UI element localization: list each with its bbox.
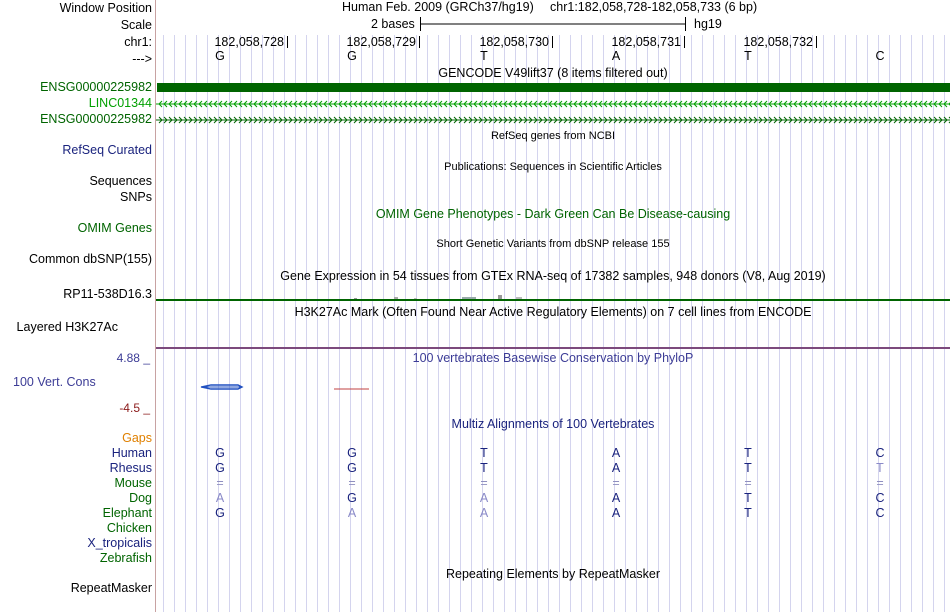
multiz-base: C (875, 446, 885, 460)
h3k27ac-track-label[interactable]: Layered H3K27Ac (16, 320, 118, 334)
h3k27ac-signal-line[interactable] (156, 347, 950, 349)
ruler-position-label: 182,058,728 (214, 35, 284, 49)
multiz-base: = (348, 476, 356, 490)
strand-label[interactable]: ---> (132, 52, 152, 66)
multiz-species-x-tropicalis[interactable]: X_tropicalis (87, 536, 152, 550)
gencode-track-title: GENCODE V49lift37 (8 items filtered out) (438, 66, 668, 80)
multiz-base: T (480, 446, 488, 460)
position-text: chr1:182,058,728-182,058,733 (6 bp) (550, 0, 758, 14)
repeatmasker-track-label[interactable]: RepeatMasker (70, 581, 152, 595)
ruler-tick (552, 36, 553, 48)
sequences-track-label[interactable]: Sequences (89, 174, 152, 188)
multiz-species-mouse[interactable]: Mouse (114, 476, 152, 490)
multiz-species-human[interactable]: Human (111, 446, 152, 460)
ruler-base: C (875, 49, 885, 63)
ruler-base: G (215, 49, 225, 63)
multiz-base: A (611, 461, 621, 475)
ruler-position-label: 182,058,731 (611, 35, 681, 49)
window-position-label[interactable]: Window Position (59, 1, 152, 15)
omim-track-label[interactable]: OMIM Genes (77, 221, 152, 235)
multiz-base: = (612, 476, 620, 490)
multiz-base: G (347, 491, 357, 505)
phylop-signal[interactable] (156, 381, 950, 395)
multiz-base: G (347, 461, 357, 475)
multiz-base: A (611, 446, 621, 460)
multiz-base: A (479, 491, 489, 505)
gencode-item-3-label[interactable]: ENSG00000225982 (40, 112, 152, 126)
multiz-track-title: Multiz Alignments of 100 Vertebrates (451, 417, 655, 431)
multiz-base: G (215, 446, 225, 460)
dbsnp-track-label[interactable]: Common dbSNP(155) (29, 252, 152, 266)
ruler-position-label: 182,058,730 (479, 35, 549, 49)
refseq-track-title: RefSeq genes from NCBI (490, 130, 616, 142)
ruler-position-label: 182,058,732 (743, 35, 813, 49)
publications-track-title: Publications: Sequences in Scientific Articles (444, 161, 662, 173)
scale-label[interactable]: Scale (120, 18, 152, 32)
gencode-intron-line[interactable] (156, 115, 950, 125)
ruler-tick (419, 36, 420, 48)
multiz-base: C (875, 506, 885, 520)
multiz-species-zebrafish[interactable]: Zebrafish (99, 551, 152, 565)
multiz-base: T (480, 461, 488, 475)
multiz-base: = (480, 476, 488, 490)
lincrna-intron-line[interactable] (156, 99, 950, 109)
multiz-base: A (215, 491, 225, 505)
multiz-base: T (744, 446, 752, 460)
multiz-gaps-label[interactable]: Gaps (122, 431, 152, 445)
multiz-base: = (744, 476, 752, 490)
phylop-track-title: 100 vertebrates Basewise Conservation by PhyloP (412, 351, 694, 365)
ruler-position-label: 182,058,729 (346, 35, 416, 49)
multiz-base: G (347, 446, 357, 460)
gencode-exon-bar[interactable] (157, 83, 950, 92)
gencode-item-2-label[interactable]: LINC01344 (88, 96, 152, 110)
multiz-base: G (215, 461, 225, 475)
multiz-base: = (216, 476, 224, 490)
multiz-base: T (876, 461, 884, 475)
gtex-track-label[interactable]: RP11-538D16.3 (63, 287, 152, 301)
multiz-species-dog[interactable]: Dog (129, 491, 152, 505)
snps-track-label[interactable]: SNPs (120, 190, 152, 204)
multiz-base: = (876, 476, 884, 490)
ruler-tick (816, 36, 817, 48)
phylop-track-label[interactable]: 100 Vert. Cons (13, 375, 96, 389)
ruler-base: T (744, 49, 752, 63)
multiz-species-rhesus[interactable]: Rhesus (109, 461, 152, 475)
dbsnp-track-title: Short Genetic Variants from dbSNP release 155 (436, 238, 670, 250)
db-text: hg19 (694, 17, 722, 31)
gtex-expression-bars[interactable] (156, 294, 950, 302)
ruler-base: T (480, 49, 488, 63)
h3k27ac-track-title: H3K27Ac Mark (Often Found Near Active Regulatory Elements) on 7 cell lines from ENCODE (294, 305, 812, 319)
phylop-y-max: 4.88 _ (116, 351, 150, 365)
multiz-base: T (744, 461, 752, 475)
repeatmasker-track-title: Repeating Elements by RepeatMasker (445, 567, 660, 581)
phylop-y-min: -4.5 _ (119, 401, 150, 415)
scale-text: 2 bases (371, 17, 415, 31)
multiz-base: T (744, 506, 752, 520)
multiz-base: A (611, 506, 621, 520)
multiz-base: A (479, 506, 489, 520)
multiz-species-elephant[interactable]: Elephant (102, 506, 152, 520)
gencode-item-1-label[interactable]: ENSG00000225982 (40, 80, 152, 94)
gtex-track-title: Gene Expression in 54 tissues from GTEx RNA-seq of 17382 samples, 948 donors (V8, Aug 2019) (280, 269, 826, 283)
multiz-base: C (875, 491, 885, 505)
multiz-base: A (347, 506, 357, 520)
ruler-tick (684, 36, 685, 48)
refseq-track-label[interactable]: RefSeq Curated (62, 143, 152, 157)
assembly-text: Human Feb. 2009 (GRCh37/hg19) (342, 0, 534, 14)
ruler-tick (287, 36, 288, 48)
multiz-species-chicken[interactable]: Chicken (106, 521, 152, 535)
multiz-base: G (215, 506, 225, 520)
multiz-base: A (611, 491, 621, 505)
multiz-base: T (744, 491, 752, 505)
chrom-label[interactable]: chr1: (124, 35, 152, 49)
ruler-base: A (611, 49, 621, 63)
ruler-base: G (347, 49, 357, 63)
omim-track-title: OMIM Gene Phenotypes - Dark Green Can Be Disease-causing (375, 207, 731, 221)
